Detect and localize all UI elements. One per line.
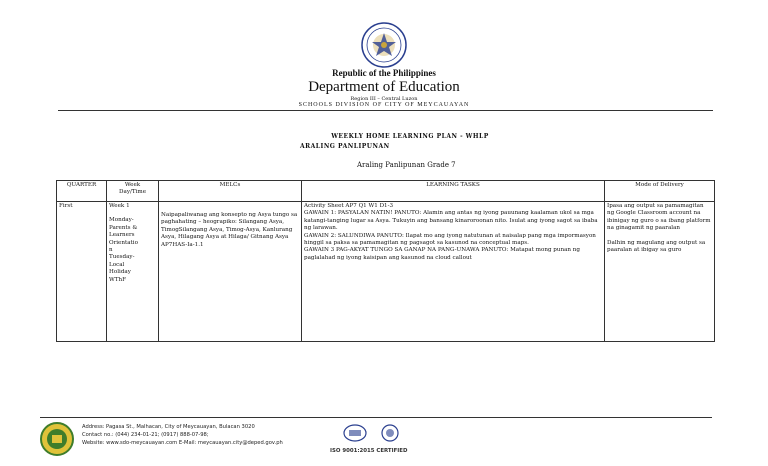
plan-title: WEEKLY HOME LEARNING PLAN - WHLP (331, 133, 489, 140)
header-divider (58, 110, 713, 111)
header-quarter: QUARTER (57, 181, 107, 202)
deped-seal-logo (361, 22, 407, 68)
header-mode-of-delivery: Mode of Delivery (605, 181, 715, 202)
footer-address: Address: Pagasa St., Malhacan, City of Meycauayan, Bulacan 3020 (82, 424, 255, 430)
footer-phone: Contact no.: (044) 234-01-21; (0917) 888-07-98; (82, 432, 209, 438)
republic-text: Republic of the Philippines (332, 68, 436, 78)
division-text: SCHOOLS DIVISION OF CITY OF MEYCAUAYAN (298, 102, 470, 108)
grade-title: Araling Panlipunan Grade 7 (357, 161, 456, 169)
header-learning-tasks: LEARNING TASKS (302, 181, 605, 202)
task-item: Activity Sheet AP7 Q1 W1 D1-3 (304, 203, 394, 209)
task-item: GAWAIN 1: PASYALAN NATIN! PANUTO: Alamin ang antas ng iyong pauunang kaalaman ukol sa mga katangi-tanging lugar sa Asya. Tukuyin ang bansang kinaroroonan nito. Isulat ang iyong sagot sa ibaba ng larawan. (304, 210, 598, 232)
cell-quarter: First (57, 202, 107, 342)
learning-plan-table (56, 180, 715, 342)
iso-logo (378, 424, 402, 442)
subject-title: ARALING PANLIPUNAN (300, 143, 390, 150)
table-header-row (57, 181, 715, 202)
footer-divider (40, 417, 712, 418)
footer-website[interactable]: Website: www.sdo-meycauayan.com E-Mail: meycauayan.city@deped.gov.ph (82, 440, 283, 446)
cell-week (107, 202, 159, 342)
cell-learning-tasks (302, 202, 605, 342)
week-days: Monday- Parents & Learners Orientatio n Tuesday- Local Holiday WThF (109, 217, 138, 283)
task-item: GAWAIN 3 PAG-AKYAT TUNGO SA GANAP NA PANG-UNAWA PANUTO: Matapat mong punan ng paglalahad ng iyong kaisipan ang kasunod na cloud callout (304, 247, 580, 261)
mode-item: Ipasa ang output sa pamamagitan ng Google Classroom account na ibinigay ng guro o sa ibang platform na ginagamit ng paaralan (607, 203, 711, 232)
iso-certified-text: ISO 9001:2015 CERTIFIED (330, 448, 408, 454)
header-week: Week Day/Time (107, 181, 159, 202)
cell-mode-of-delivery (605, 202, 715, 342)
week-title: Week 1 (109, 203, 130, 209)
table-row (57, 202, 715, 342)
division-seal-logo (40, 422, 74, 456)
footer-contact (82, 423, 283, 447)
cell-melc: Naipapaliwanag ang konsepto ng Asya tungo sa paghahating – heograpiko: Silangang Asya, TimogSilangang Asya, Timog-Asya, Kanlurang Asya, Hilagang Asya at Hilaga/ Gitnang Asya AP7HAS-Ia-1.1 (159, 202, 302, 342)
task-item: GAWAIN 2: SALUNDIWA PANUTO: Ilapat mo ang iyong natutunan at naisalap pang mga impormasyon hinggil sa paksa sa pamamagitan ng pagsagot sa kasunod na conceptual maps. (304, 232, 596, 247)
department-title: Department of Education (308, 79, 460, 95)
region-text: Region III – Central Luzon (350, 96, 418, 102)
header-melcs: MELCs (159, 181, 302, 202)
mode-item: Dalhin ng magulang ang output sa paaralan at ibigay sa guro (607, 239, 706, 254)
certification-logo (343, 424, 367, 442)
